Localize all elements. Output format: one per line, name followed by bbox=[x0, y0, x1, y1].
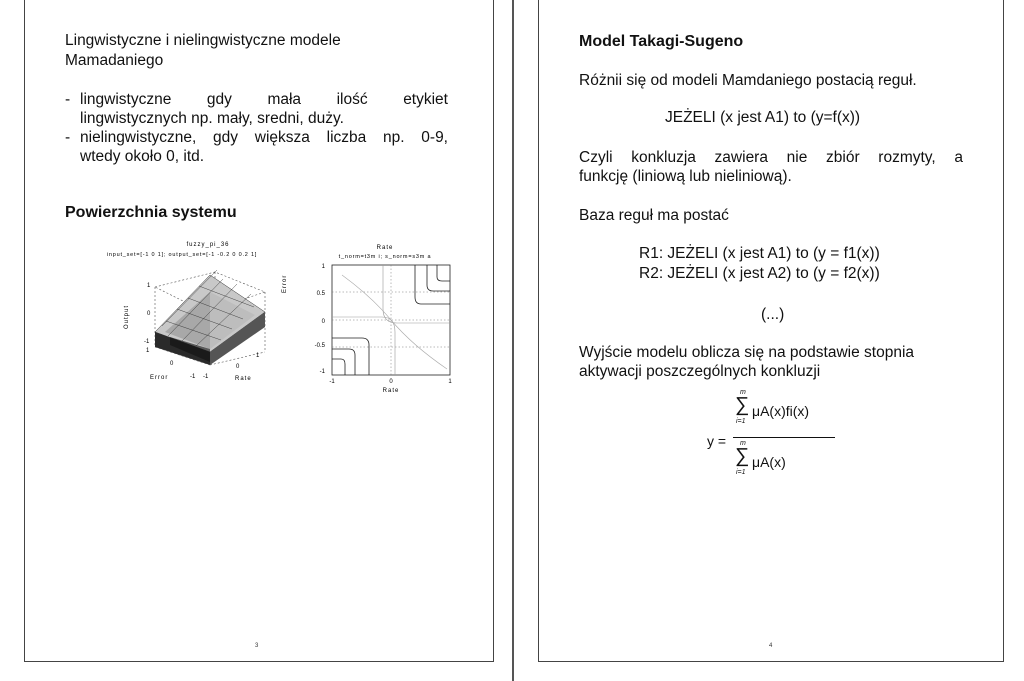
bullet-2-line2: wtedy około 0, itd. bbox=[80, 148, 205, 165]
formula-sum-lower: i=1 bbox=[736, 418, 746, 425]
contour-ytick: -1 bbox=[319, 369, 325, 375]
surface-ytick: 1 bbox=[256, 353, 260, 359]
contour-plot bbox=[282, 237, 467, 397]
contour-xlabel: Rate bbox=[382, 388, 400, 394]
left-heading-line2: Mamadaniego bbox=[65, 52, 164, 69]
bullet-1-word: gdy bbox=[206, 91, 232, 108]
formula-sum-upper: m bbox=[740, 389, 746, 396]
document-page-3 bbox=[24, 0, 494, 662]
surface-ztick: 0 bbox=[147, 311, 151, 317]
bullet-1-word: lingwistyczne bbox=[80, 91, 172, 108]
bullet-2-line1: nielingwistyczne, gdy większa liczba np. 0-9, bbox=[80, 129, 448, 146]
formula-denominator: μA(x) bbox=[752, 454, 786, 470]
bullet-1-line2: lingwistycznych np. mały, sredni, duży. bbox=[80, 110, 344, 127]
paragraph-3: Baza reguł ma postać bbox=[579, 207, 729, 224]
surface-mesh bbox=[155, 270, 265, 365]
paragraph-4-line2: aktywacji poszczególnych konkluzji bbox=[579, 363, 821, 380]
paragraph-1: Różnii się od modeli Mamdaniego postacią reguł. bbox=[579, 72, 917, 89]
summation-icon: ∑ bbox=[735, 394, 750, 416]
paragraph-2-line2: funkcję (liniową lub nieliniową). bbox=[579, 168, 792, 185]
surface-xlabel: Error bbox=[150, 375, 169, 381]
bullet-1-word: mała bbox=[267, 91, 302, 108]
bullet-dash-2: - bbox=[65, 129, 71, 146]
contour-ytick: 1 bbox=[321, 264, 325, 270]
surface-plot-subtitle: input_set=[-1 0 1]; output_set=[-1 -0.2 0 0.2 1] bbox=[106, 252, 258, 258]
page-gutter bbox=[512, 0, 514, 681]
contour-plot-title: Rate bbox=[376, 245, 394, 251]
formula-numerator: μA(x)fi(x) bbox=[752, 403, 810, 419]
contour-ytick: 0 bbox=[321, 319, 325, 325]
summation-icon: ∑ bbox=[735, 445, 750, 467]
rule-2: R2: JEŻELI (x jest A2) to (y = f2(x)) bbox=[639, 265, 880, 282]
formula-lhs: y = bbox=[707, 433, 727, 449]
document-page-4 bbox=[538, 0, 1004, 662]
left-heading-line1: Lingwistyczne i nielingwistyczne modele bbox=[65, 32, 341, 49]
bullet-1-word: etykiet bbox=[403, 91, 448, 108]
paragraph-2-line1: Czyli konkluzja zawiera nie zbiór rozmyty, a bbox=[579, 149, 963, 166]
bullet-1-word: ilość bbox=[336, 91, 368, 108]
ellipsis: (...) bbox=[761, 306, 785, 323]
surface-xtick: 0 bbox=[170, 361, 174, 367]
page-number: 4 bbox=[769, 643, 773, 649]
section-title: Powierzchnia systemu bbox=[65, 204, 237, 221]
page-number: 3 bbox=[255, 643, 259, 649]
surface-xtick: 1 bbox=[146, 348, 150, 354]
right-heading: Model Takagi-Sugeno bbox=[579, 33, 744, 50]
contour-ylabel: Error bbox=[282, 274, 288, 293]
contour-xtick: 0 bbox=[389, 379, 393, 385]
surface-plot-title: fuzzy_pi_36 bbox=[186, 242, 230, 248]
surface-ztick: -1 bbox=[144, 339, 150, 345]
surface-ztick: 1 bbox=[147, 283, 151, 289]
bullet-1-line1 bbox=[80, 90, 448, 109]
rule-1: R1: JEŻELI (x jest A1) to (y = f1(x)) bbox=[639, 245, 880, 262]
surface-ytick: -1 bbox=[203, 374, 209, 380]
contour-ytick: -0.5 bbox=[314, 343, 325, 349]
surface-zlabel: Output bbox=[124, 304, 130, 330]
formula-sum-upper: m bbox=[740, 440, 746, 447]
bullet-dash-1: - bbox=[65, 91, 71, 108]
surface-ylabel: Rate bbox=[235, 376, 252, 382]
formula-sum-lower: i=1 bbox=[736, 469, 746, 476]
output-formula bbox=[707, 389, 847, 489]
rule-general: JEŻELI (x jest A1) to (y=f(x)) bbox=[665, 109, 861, 126]
contour-ytick: 0.5 bbox=[316, 291, 325, 297]
contour-plot-subtitle: t_norm=t3m i; s_norm=s3m a bbox=[338, 254, 432, 260]
paragraph-4-line1: Wyjście modelu oblicza się na podstawie stopnia bbox=[579, 344, 915, 361]
contour-xtick: 1 bbox=[448, 379, 452, 385]
surface-plot bbox=[70, 237, 310, 387]
contour-xtick: -1 bbox=[329, 379, 335, 385]
fraction-bar bbox=[733, 437, 835, 438]
surface-xtick: -1 bbox=[190, 374, 196, 380]
surface-ytick: 0 bbox=[236, 364, 240, 370]
